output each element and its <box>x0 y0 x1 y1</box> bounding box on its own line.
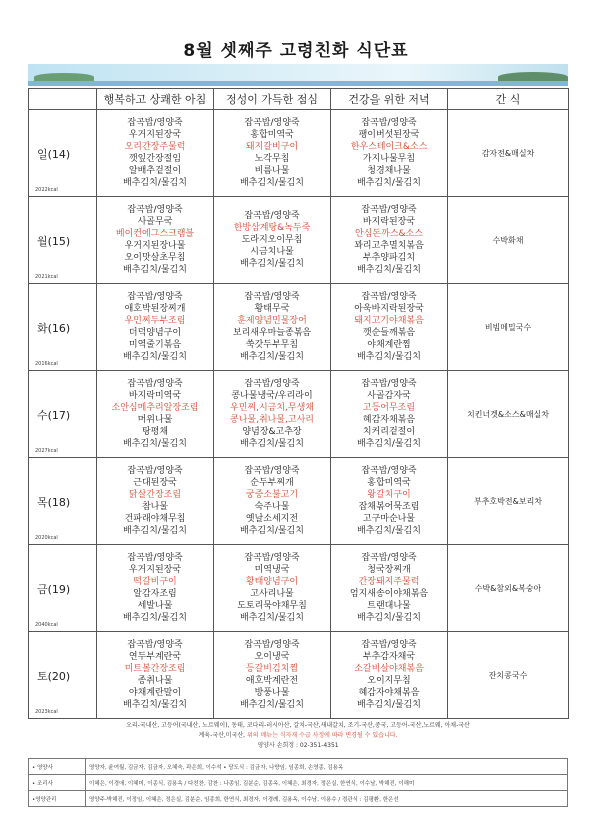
lunch-item: 등갈비김치찜 <box>245 663 299 674</box>
breakfast-item: 알감자조림 <box>133 589 177 599</box>
dinner-item: 잡곡밥/영양죽 <box>361 552 417 563</box>
lunch-item: 훈제양념민물장어 <box>237 315 307 326</box>
lunch-item: 배추김치/물김치 <box>240 526 304 537</box>
staff-text: 영양자, 윤여월, 김금자, 김금자, 오혜숙, 곽은희, 이수석 • 당도식 : 김금자, 나향임, 임종희, 손영종, 김용옥 <box>86 759 568 775</box>
dinner-item: 꽈리고추멸치볶음 <box>354 241 424 251</box>
breakfast-item: 배추김치/물김치 <box>123 265 187 276</box>
dinner-item: 사골감자국 <box>367 390 411 401</box>
lunch-item: 잡곡밥/영양죽 <box>244 117 300 128</box>
day-label: 목(18) <box>37 496 71 509</box>
dinner-item: 오이지무침 <box>367 676 411 686</box>
breakfast-item: 떡갈비구이 <box>133 576 177 587</box>
day-row <box>29 458 569 545</box>
menu-table <box>28 88 569 719</box>
dinner-item: 혜감자채볶음 <box>362 415 416 425</box>
lunch-cell <box>214 197 331 284</box>
lunch-item: 배추김치/물김치 <box>240 178 304 189</box>
lunch-cell <box>214 458 331 545</box>
day-label: 토(20) <box>37 670 71 683</box>
breakfast-item: 더덕양념구이 <box>128 328 182 338</box>
breakfast-item: 세발나물 <box>137 601 173 612</box>
breakfast-item: 오리간장주물럭 <box>124 141 186 152</box>
day-cell <box>29 110 97 197</box>
dinner-item: 고등어무조림 <box>362 402 416 413</box>
dinner-item: 한우스테이크&소스 <box>350 141 428 152</box>
dinner-item: 고구마순나물 <box>362 514 416 525</box>
breakfast-item: 종취나물 <box>137 676 173 686</box>
dinner-item: 돼지고기야채볶음 <box>354 315 424 326</box>
lunch-item: 양념장&고추장 <box>242 427 302 438</box>
breakfast-cell <box>97 371 214 458</box>
breakfast-item: 바지락미역국 <box>128 390 182 401</box>
breakfast-cell <box>97 197 214 284</box>
breakfast-item: 잡곡밥/영양죽 <box>127 378 183 389</box>
day-row <box>29 545 569 632</box>
breakfast-item: 건파래야채무침 <box>124 514 186 525</box>
dinner-item: 잡곡밥/영양죽 <box>361 117 417 128</box>
dinner-item: 잡채볶어묵조림 <box>358 502 420 512</box>
dinner-cell <box>331 371 448 458</box>
staff-text: 이혜은, 이경애, 이혜미, 이종식, 김용옥 / 다친찬, 감찬 : 나종임, 김분순, 김종옥, 이혜은, 최경자, 정은실, 한연식, 이수남, 박해진, 이해미 <box>86 775 568 791</box>
dinner-item: 야채계란찜 <box>367 340 411 351</box>
breakfast-item: 잡곡밥/영양죽 <box>127 552 183 563</box>
snack-cell: 부추호박전&보리차 <box>448 458 569 545</box>
breakfast-item: 잡곡밥/영양죽 <box>127 639 183 650</box>
day-row <box>29 632 569 719</box>
dinner-item: 안심돈까스&소스 <box>355 228 423 239</box>
breakfast-item: 배추김치/물김치 <box>123 439 187 450</box>
lunch-item: 황태무국 <box>254 303 290 314</box>
lunch-item: 배추김치/물김치 <box>240 613 304 624</box>
day-label: 수(17) <box>37 409 71 422</box>
origin-notice <box>28 721 568 751</box>
dinner-item: 부추양파김치 <box>362 253 416 264</box>
breakfast-cell <box>97 545 214 632</box>
dinner-item: 청경채나물 <box>367 166 411 177</box>
header-breakfast: 행복하고 상쾌한 아침 <box>97 89 214 110</box>
dinner-item: 배추김치/물김치 <box>357 178 421 189</box>
lunch-item: 잡곡밥/영양죽 <box>244 465 300 476</box>
breakfast-item: 사골무국 <box>137 216 173 227</box>
dinner-cell <box>331 197 448 284</box>
dinner-item: 혜감자야채볶음 <box>358 688 420 699</box>
dinner-item: 잡곡밥/영양죽 <box>361 378 417 389</box>
kcal-value: 2021kcal <box>35 274 58 280</box>
lunch-item: 궁중소불고기 <box>245 489 299 500</box>
header-lunch: 정성이 가득한 점심 <box>214 89 331 110</box>
snack-cell: 치킨너겟&소스&매실차 <box>448 371 569 458</box>
lunch-item: 잡곡밥/영양죽 <box>244 210 300 221</box>
kcal-value: 2040kcal <box>35 622 58 628</box>
breakfast-cell <box>97 284 214 371</box>
day-label: 일(14) <box>37 148 71 161</box>
staff-label: • 영양사 <box>29 759 86 775</box>
dinner-cell <box>331 458 448 545</box>
dinner-item: 엄지새송이야채볶음 <box>349 589 429 599</box>
snack-cell: 감자전&매실차 <box>448 110 569 197</box>
menu-body <box>29 110 569 719</box>
kcal-value: 2020kcal <box>35 535 58 541</box>
lunch-item: 콩나물냉국/우리라이 <box>231 390 313 401</box>
lunch-cell <box>214 110 331 197</box>
breakfast-item: 미트볼간장조림 <box>124 663 186 674</box>
dinner-item: 잡곡밥/영양죽 <box>361 639 417 650</box>
kcal-value: 2027kcal <box>35 448 58 454</box>
day-label: 월(15) <box>37 235 71 248</box>
lunch-item: 도라지오이무침 <box>241 234 303 245</box>
day-cell <box>29 458 97 545</box>
dinner-item: 소갈비살야채볶음 <box>354 663 424 674</box>
scenery-banner <box>28 64 568 86</box>
lunch-item: 콩나물,취나물,고사리 <box>230 415 314 425</box>
staff-table <box>28 758 568 807</box>
breakfast-item: 우거지된장국 <box>128 129 182 140</box>
staff-row <box>29 791 568 807</box>
lunch-item: 도토리묵야채무침 <box>237 601 307 612</box>
breakfast-item: 깻잎간장절임 <box>128 154 182 164</box>
breakfast-item: 야채계란말이 <box>128 688 182 699</box>
dinner-item: 치커리겉절이 <box>362 427 416 438</box>
lunch-item: 배추김치/물김치 <box>240 259 304 270</box>
dinner-item: 청국장찌개 <box>367 564 411 575</box>
breakfast-item: 오이맛살초무침 <box>124 253 186 264</box>
dinner-item: 배추김치/물김치 <box>357 352 421 363</box>
island-left <box>34 73 94 81</box>
dinner-item: 부추감자채국 <box>362 651 416 662</box>
dietitian-contact: 영양사 손희정 : 02-351-4351 <box>257 742 339 749</box>
lunch-item: 배추김치/물김치 <box>240 700 304 711</box>
kcal-value: 2016kcal <box>35 361 58 367</box>
day-cell <box>29 545 97 632</box>
lunch-item: 고사리나물 <box>250 589 294 599</box>
dinner-cell <box>331 632 448 719</box>
change-notice: 위의 메뉴는 식자재 수급 사정에 따라 변경될 수 있습니다. <box>247 732 398 739</box>
dinner-cell <box>331 284 448 371</box>
breakfast-item: 잡곡밥/영양죽 <box>127 465 183 476</box>
snack-cell: 잔치콩국수 <box>448 632 569 719</box>
breakfast-item: 잡곡밥/영양죽 <box>127 291 183 302</box>
lunch-item: 배추김치/물김치 <box>240 439 304 450</box>
day-cell <box>29 284 97 371</box>
dinner-item: 배추김치/물김치 <box>357 613 421 624</box>
dinner-item: 홍합미역국 <box>367 477 411 488</box>
dinner-item: 배추김치/물김치 <box>357 526 421 537</box>
lunch-item: 잡곡밥/영양죽 <box>244 552 300 563</box>
lunch-item: 보리새우마늘종볶음 <box>232 328 312 338</box>
breakfast-item: 베이컨에그스크램블 <box>115 228 195 239</box>
dinner-item: 잡곡밥/영양죽 <box>361 204 417 215</box>
breakfast-item: 근대된장국 <box>133 477 177 488</box>
lunch-item: 홍합미역국 <box>250 129 294 140</box>
staff-text: 영양주-박해진, 이정임, 이혜은, 정은실, 김분순, 임종희, 한연식, 최경자, 이경례, 김용옥, 이수남, 이용수 / 경관식 : 김평환, 한은선 <box>86 791 568 807</box>
lunch-item: 애호박계란전 <box>245 676 299 686</box>
breakfast-item: 머위나물 <box>137 415 173 425</box>
lunch-cell <box>214 545 331 632</box>
day-label: 화(16) <box>37 322 71 335</box>
staff-row <box>29 775 568 791</box>
day-row <box>29 371 569 458</box>
sea-strip <box>28 81 568 86</box>
lunch-item: 잡곡밥/영양죽 <box>244 291 300 302</box>
day-row <box>29 284 569 371</box>
dinner-item: 트랜대나물 <box>367 601 411 612</box>
breakfast-cell <box>97 632 214 719</box>
staff-label: • 조리사 <box>29 775 86 791</box>
kcal-value: 2022kcal <box>35 187 58 193</box>
header-row <box>29 89 569 110</box>
lunch-cell <box>214 371 331 458</box>
breakfast-item: 탕평채 <box>141 427 169 438</box>
lunch-item: 미역냉국 <box>254 564 290 575</box>
day-cell <box>29 632 97 719</box>
lunch-item: 잡곡밥/영양죽 <box>244 378 300 389</box>
dinner-item: 가지나물무침 <box>362 154 416 164</box>
lunch-item: 옛날소세지전 <box>245 514 299 525</box>
dinner-cell <box>331 545 448 632</box>
dinner-item: 팽이버섯된장국 <box>358 129 420 140</box>
lunch-item: 노각무침 <box>254 154 290 164</box>
breakfast-item: 소안심메추리알장조림 <box>111 402 199 413</box>
dinner-item: 아욱바지락된장국 <box>354 303 424 314</box>
dinner-item: 배추김치/물김치 <box>357 700 421 711</box>
breakfast-cell <box>97 458 214 545</box>
lunch-item: 배추김치/물김치 <box>240 352 304 363</box>
lunch-cell <box>214 284 331 371</box>
staff-row <box>29 759 568 775</box>
breakfast-item: 닭살간장조림 <box>128 489 182 500</box>
header-dinner: 건강을 위한 저녁 <box>331 89 448 110</box>
lunch-item: 잡곡밥/영양죽 <box>244 639 300 650</box>
dinner-item: 바지락된장국 <box>362 216 416 227</box>
lunch-item: 황태양념구이 <box>245 576 299 587</box>
breakfast-item: 잡곡밥/영양죽 <box>127 117 183 128</box>
dinner-item: 간장돼지주물럭 <box>358 576 420 587</box>
day-row <box>29 110 569 197</box>
breakfast-item: 우거지된장국 <box>128 564 182 575</box>
breakfast-item: 배추김치/물김치 <box>123 700 187 711</box>
header-day <box>29 89 97 110</box>
origin-meat: 계육-국산,미국산, <box>198 732 246 739</box>
breakfast-item: 배추김치/물김치 <box>123 178 187 189</box>
dinner-cell <box>331 110 448 197</box>
lunch-item: 숙주나물 <box>254 502 290 512</box>
lunch-cell <box>214 632 331 719</box>
dinner-item: 배추김치/물김치 <box>357 439 421 450</box>
lunch-item: 비름나물 <box>254 166 290 177</box>
header-snack: 간 식 <box>448 89 569 110</box>
lunch-item: 순두부찌개 <box>250 477 294 488</box>
day-row <box>29 197 569 284</box>
lunch-item: 쑥갓두부무침 <box>245 340 299 351</box>
snack-cell: 수박화채 <box>448 197 569 284</box>
kcal-value: 2023kcal <box>35 709 58 715</box>
snack-cell: 비빔메밀국수 <box>448 284 569 371</box>
day-cell <box>29 371 97 458</box>
day-cell <box>29 197 97 284</box>
lunch-item: 돼지갈비구이 <box>245 141 299 152</box>
snack-cell: 수박&참외&복숭아 <box>448 545 569 632</box>
lunch-item: 우민찌,시금치,무생채 <box>230 402 314 413</box>
dinner-item: 깻순들깨볶음 <box>362 328 416 338</box>
breakfast-item: 알배추겉절이 <box>128 166 182 177</box>
breakfast-item: 배추김치/물김치 <box>123 613 187 624</box>
dinner-item: 왕갈치구이 <box>367 489 411 500</box>
staff-label: •영양관리 <box>29 791 86 807</box>
breakfast-item: 잡곡밥/영양죽 <box>127 204 183 215</box>
page-title: 8월 셋째주 고령친화 식단표 <box>183 41 409 61</box>
breakfast-item: 배추김치/물김치 <box>123 352 187 363</box>
breakfast-item: 애호박된장찌개 <box>124 303 186 314</box>
lunch-item: 방풍나물 <box>254 688 290 699</box>
dinner-item: 잡곡밥/영양죽 <box>361 465 417 476</box>
breakfast-item: 연두부계란국 <box>128 651 182 662</box>
lunch-item: 오이냉국 <box>254 651 290 662</box>
lunch-item: 한방삼계탕&녹두죽 <box>233 222 311 233</box>
breakfast-item: 미역줄기볶음 <box>128 340 182 351</box>
breakfast-cell <box>97 110 214 197</box>
breakfast-item: 참나물 <box>141 502 169 512</box>
origin-line-1: 오리-국내산, 고등어(국내산, 노르웨이), 동태, 코다리-러시아산, 갈치-국산,새내갈치, 조기-국산,중국, 고등어-국산,노르웨, 아채-국산 <box>126 722 470 729</box>
dinner-item: 잡곡밥/영양죽 <box>361 291 417 302</box>
origin-line-2 <box>28 731 568 741</box>
day-label: 금(19) <box>37 583 71 596</box>
breakfast-item: 배추김치/물김치 <box>123 526 187 537</box>
breakfast-item: 우민찌두부조림 <box>124 315 186 326</box>
breakfast-item: 우거지된장나물 <box>124 241 186 251</box>
dinner-item: 배추김치/물김치 <box>357 265 421 276</box>
lunch-item: 시금치나물 <box>250 247 294 258</box>
